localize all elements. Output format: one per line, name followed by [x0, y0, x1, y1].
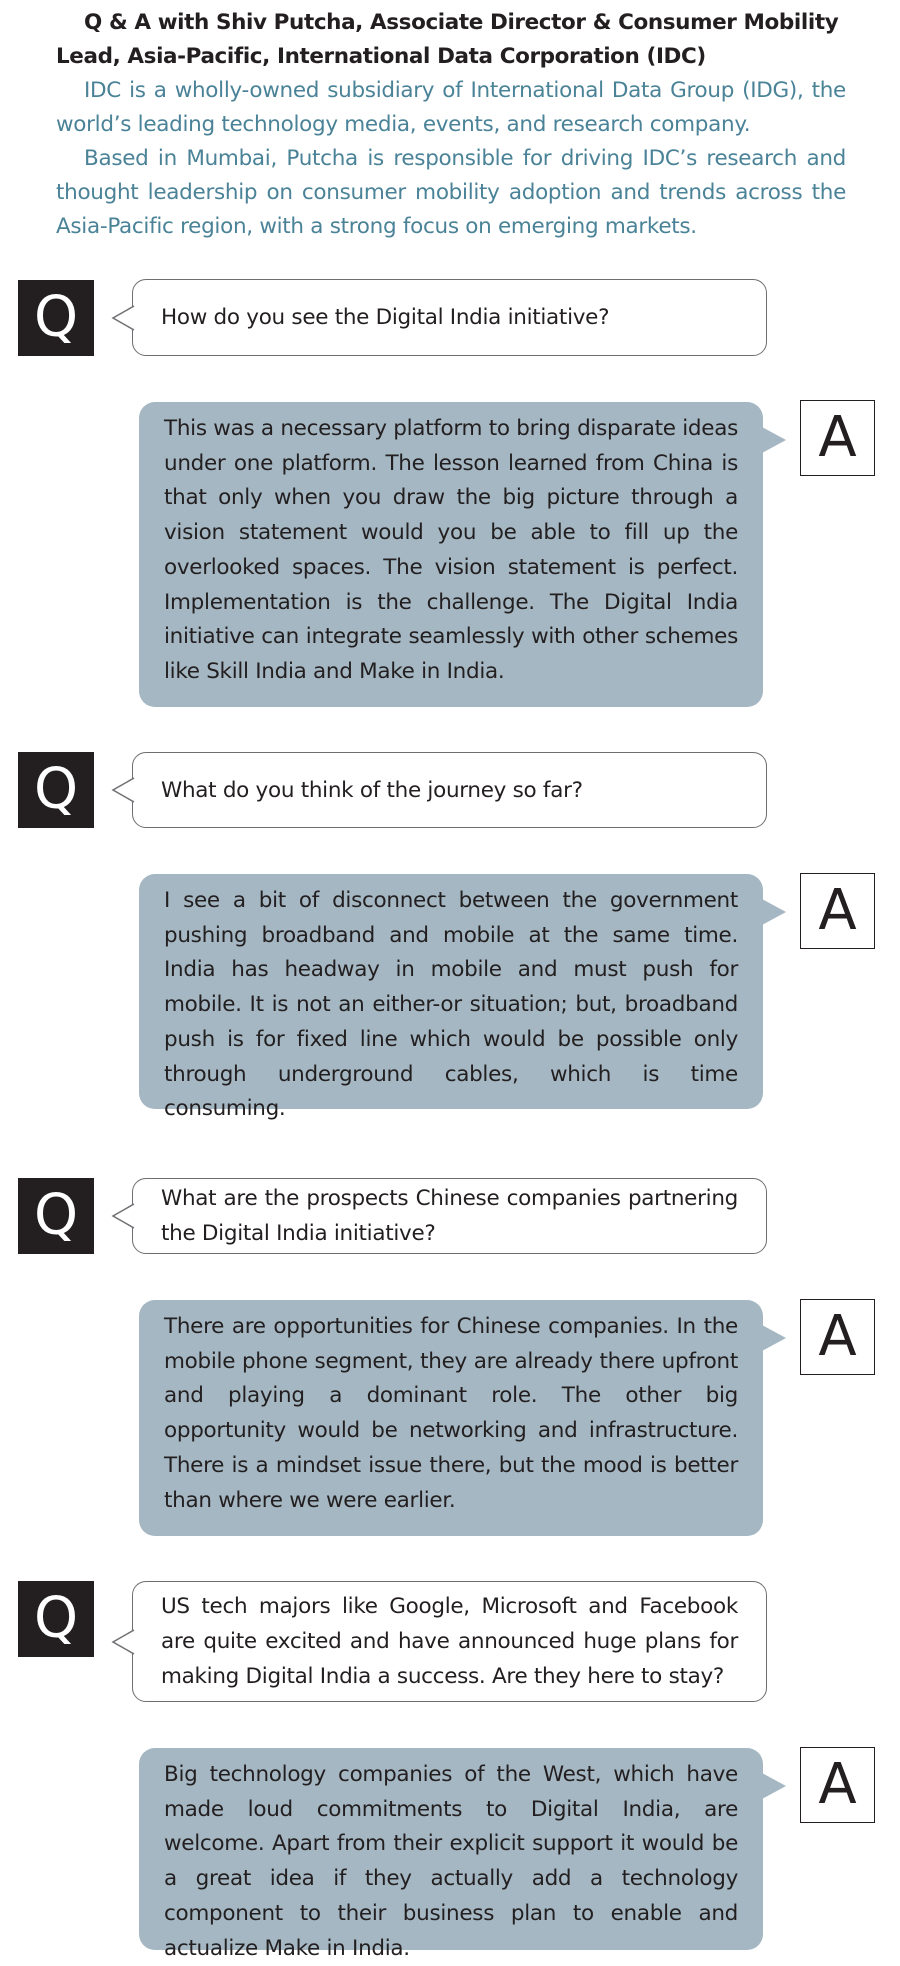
answer-text: Big technology companies of the West, which have made loud commitments to Digital India, are welcome. Apart from their explicit support it would be a great idea if they actually add a technology component to their business plan to enable and actualize Make in India. — [164, 1762, 738, 1961]
question-text: What do you think of the journey so far? — [161, 777, 583, 803]
bubble-tail-icon — [111, 777, 135, 803]
answer-bubble-3 — [139, 1300, 763, 1536]
question-label-box: Q — [18, 1178, 94, 1254]
bubble-tail-icon — [111, 305, 135, 331]
intro-paragraph-1: IDC is a wholly-owned subsidiary of International Data Group (IDG), the world’s leading technology media, events, and research company. — [56, 78, 846, 137]
question-text: How do you see the Digital India initiative? — [161, 305, 610, 330]
answer-label-box: A — [800, 873, 875, 949]
question-label-box: Q — [18, 1581, 94, 1657]
bubble-tail-icon — [762, 1325, 786, 1351]
bubble-tail-icon — [762, 427, 786, 453]
intro-heading: Q & A with Shiv Putcha, Associate Director & Consumer Mobility Lead, Asia-Pacific, International Data Corporation (IDC) — [56, 10, 839, 69]
answer-bubble-1 — [139, 402, 763, 707]
answer-text: I see a bit of disconnect between the government pushing broadband and mobile at the same time. India has headway in mobile and must push for mobile. It is not an either-or situation; but, broadband push is for fixed line which would be possible only through underground cables, which is time consuming. — [164, 888, 738, 1122]
answer-label-box: A — [800, 400, 875, 476]
bubble-tail-icon — [762, 1773, 786, 1799]
answer-text: There are opportunities for Chinese companies. In the mobile phone segment, they are already there upfront and playing a dominant role. The other big opportunity would be networking and infrastructure. There is a mindset issue there, but the mood is better than where we were earlier. — [164, 1314, 738, 1513]
answer-text: This was a necessary platform to bring disparate ideas under one platform. The lesson learned from China is that only when you draw the big picture through a vision statement would you be able to fill up the overlooked spaces. The vision statement is perfect. Implementation is the challenge. The Digital India initiative can integrate seamlessly with other schemes like Skill India and Make in India. — [164, 416, 738, 684]
question-bubble-3 — [132, 1178, 767, 1254]
question-text: What are the prospects Chinese companies partnering the Digital India initiative? — [161, 1186, 738, 1246]
question-label-box: Q — [18, 752, 94, 828]
bubble-tail-icon — [111, 1203, 135, 1229]
intro-paragraph-2: Based in Mumbai, Putcha is responsible for driving IDC’s research and thought leadership on consumer mobility adoption and trends across the Asia-Pacific region, with a strong focus on emerging markets. — [56, 146, 846, 239]
question-bubble-2 — [132, 752, 767, 828]
question-text: US tech majors like Google, Microsoft and Facebook are quite excited and have announced huge plans for making Digital India a success. Are they here to stay? — [161, 1594, 738, 1689]
answer-label-box: A — [800, 1299, 875, 1375]
bubble-tail-icon — [762, 899, 786, 925]
answer-label-box: A — [800, 1747, 875, 1823]
answer-bubble-4 — [139, 1748, 763, 1961]
answer-bubble-2 — [139, 874, 763, 1122]
question-bubble-4 — [132, 1581, 767, 1702]
question-bubble-1 — [132, 279, 767, 356]
intro-section — [56, 6, 846, 244]
question-label-box: Q — [18, 280, 94, 356]
bubble-tail-icon — [111, 1629, 135, 1655]
